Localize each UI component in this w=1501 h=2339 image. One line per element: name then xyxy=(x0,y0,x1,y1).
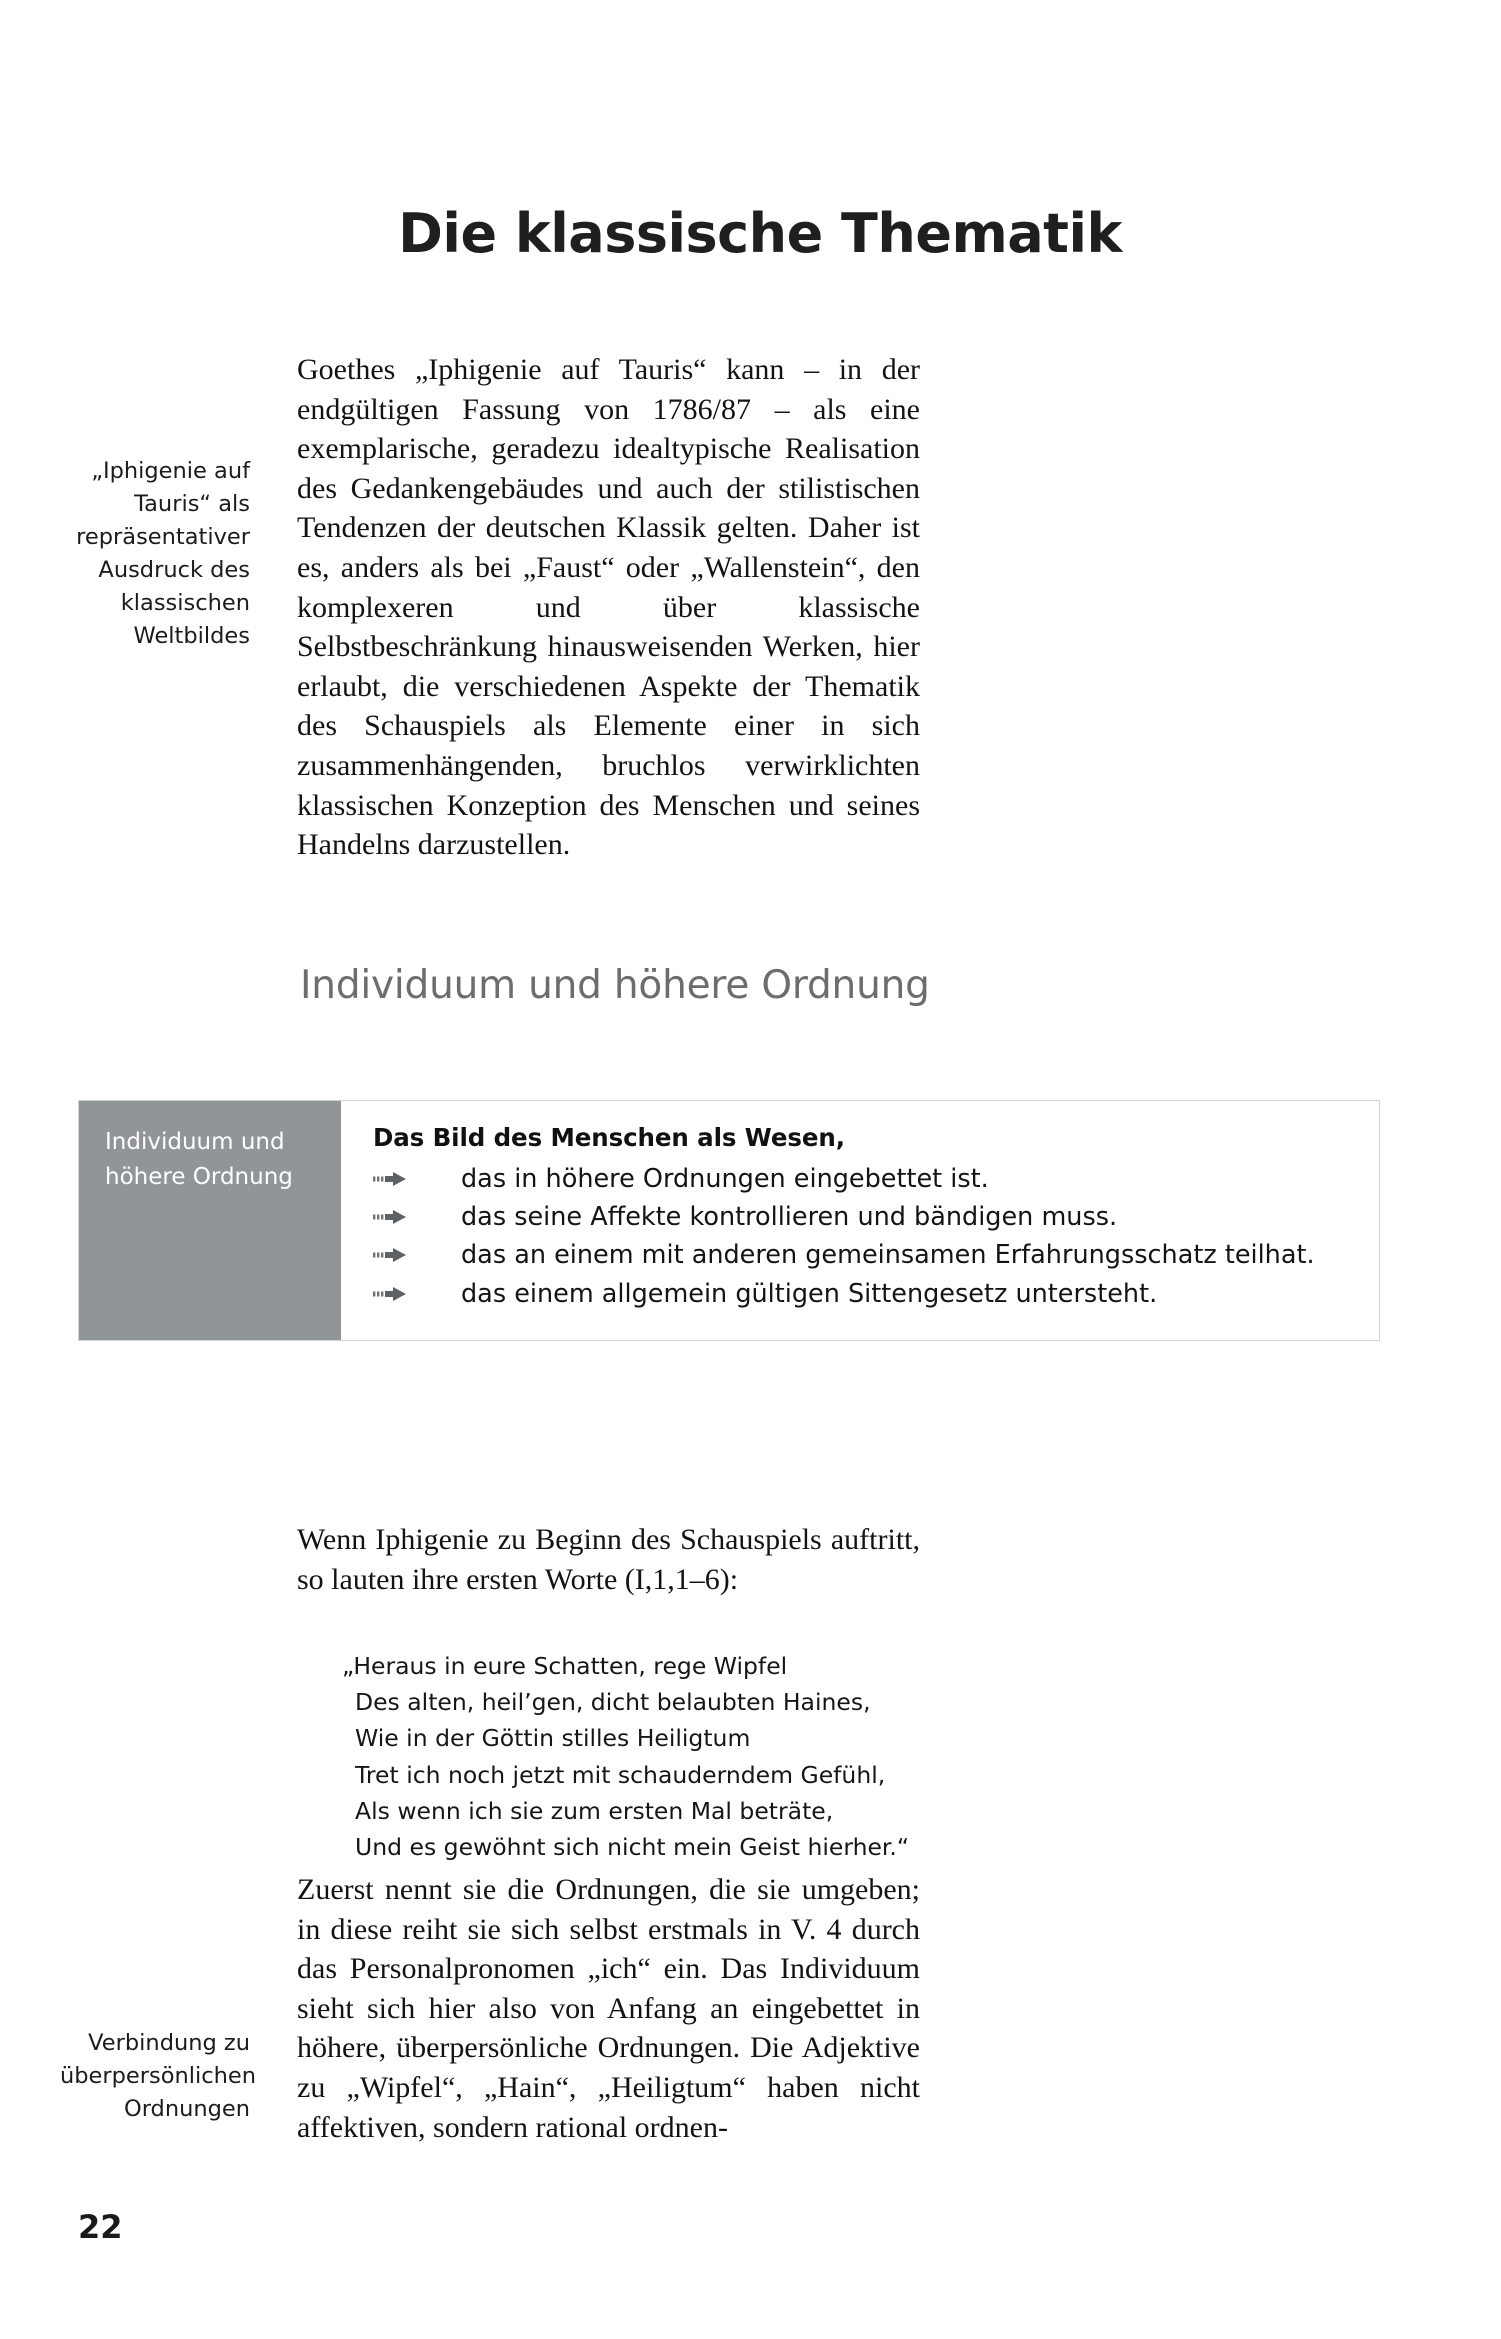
list-item xyxy=(373,1161,1359,1197)
list-item-label: das in höhere Ordnungen eingebettet ist. xyxy=(461,1164,989,1194)
arrow-right-icon xyxy=(373,1237,461,1263)
verse-line: Wie in der Göttin stilles Heiligtum xyxy=(355,1724,751,1753)
list-item-label: das einem allgemein gültigen Sittengesetz untersteht. xyxy=(461,1278,1158,1309)
page-number: 22 xyxy=(78,2208,123,2246)
paragraph-intro xyxy=(297,350,920,865)
verse-line: Und es gewöhnt sich nicht mein Geist hierher.“ xyxy=(355,1832,910,1861)
info-box-body xyxy=(341,1101,1379,1340)
list-item-label: das an einem mit anderen gemeinsamen Erfahrungsschatz teilhat. xyxy=(461,1240,1315,1271)
paragraph-intro-text: Goethes „Iphigenie auf Tauris“ kann – in der endgültigen Fassung von 1786/87 – als eine exemplarische, geradezu idealtypische Realisation des Gedankengebäudes und auch der stilistischen Tendenzen der deutschen Klassik gelten. Daher ist es, anders als bei „Faust“ oder „Wallenstein“, den komplexeren und über klassische Selbstbeschränkung hinausweisenden Werken, hier erlaubt, die verschiedenen Aspekte der Thematik des Schauspiels als Elemente einer in sich zusammenhängenden, bruchlos verwirklichten klassischen Konzeption des Menschen und seines Handelns darzustellen. xyxy=(297,353,920,862)
paragraph-after-verse-text: Zuerst nennt sie die Ordnungen, die sie umgeben; in diese reiht sie sich selbst erstmals in V. 4 durch das Personalpronomen „ich“ ein. Das Individuum sieht sich hier also von Anfang an eingebettet in höhere, überpersönliche Ordnungen. Die Adjektive zu „Wipfel“, „Hain“, „Heiligtum“ haben nicht affektiven, sondern rational ordnen- xyxy=(297,1873,920,2144)
list-item xyxy=(373,1237,1359,1273)
paragraph-after-box-text: Wenn Iphigenie zu Beginn des Schauspiels auftritt, so lauten ihre ersten Worte (I,1,1–6): xyxy=(297,1523,920,1596)
verse-line: Tret ich noch jetzt mit schauderndem Gefühl, xyxy=(355,1760,886,1789)
paragraph-after-box xyxy=(297,1520,920,1599)
list-item-label: das seine Affekte kontrollieren und bändigen muss. xyxy=(461,1202,1118,1233)
arrow-right-icon xyxy=(373,1276,461,1302)
margin-note-iphigenie: „Iphigenie auf Tauris“ als repräsentativer Ausdruck des klassischen Weltbildes xyxy=(76,458,250,650)
paragraph-after-verse xyxy=(297,1870,920,2147)
info-box-label: Individuum und höhere Ordnung xyxy=(79,1101,341,1340)
info-box xyxy=(78,1100,1380,1341)
list-item xyxy=(373,1199,1359,1235)
verse-line: Als wenn ich sie zum ersten Mal beträte, xyxy=(355,1796,834,1825)
margin-note-verbindung: Verbindung zu überpersönlichen Ordnungen xyxy=(60,2030,256,2123)
section-heading-individuum: Individuum und höhere Ordnung xyxy=(300,963,930,1008)
verse-line: „Heraus in eure Schatten, rege Wipfel xyxy=(342,1652,788,1680)
arrow-right-icon xyxy=(373,1161,461,1187)
verse-line: Des alten, heil’gen, dicht belaubten Haines, xyxy=(355,1688,871,1717)
page-title: Die klassische Thematik xyxy=(398,202,1122,266)
list-item xyxy=(373,1276,1359,1312)
info-box-title: Das Bild des Menschen als Wesen, xyxy=(373,1123,845,1152)
verse-quote xyxy=(342,1648,910,1865)
arrow-right-icon xyxy=(373,1199,461,1225)
